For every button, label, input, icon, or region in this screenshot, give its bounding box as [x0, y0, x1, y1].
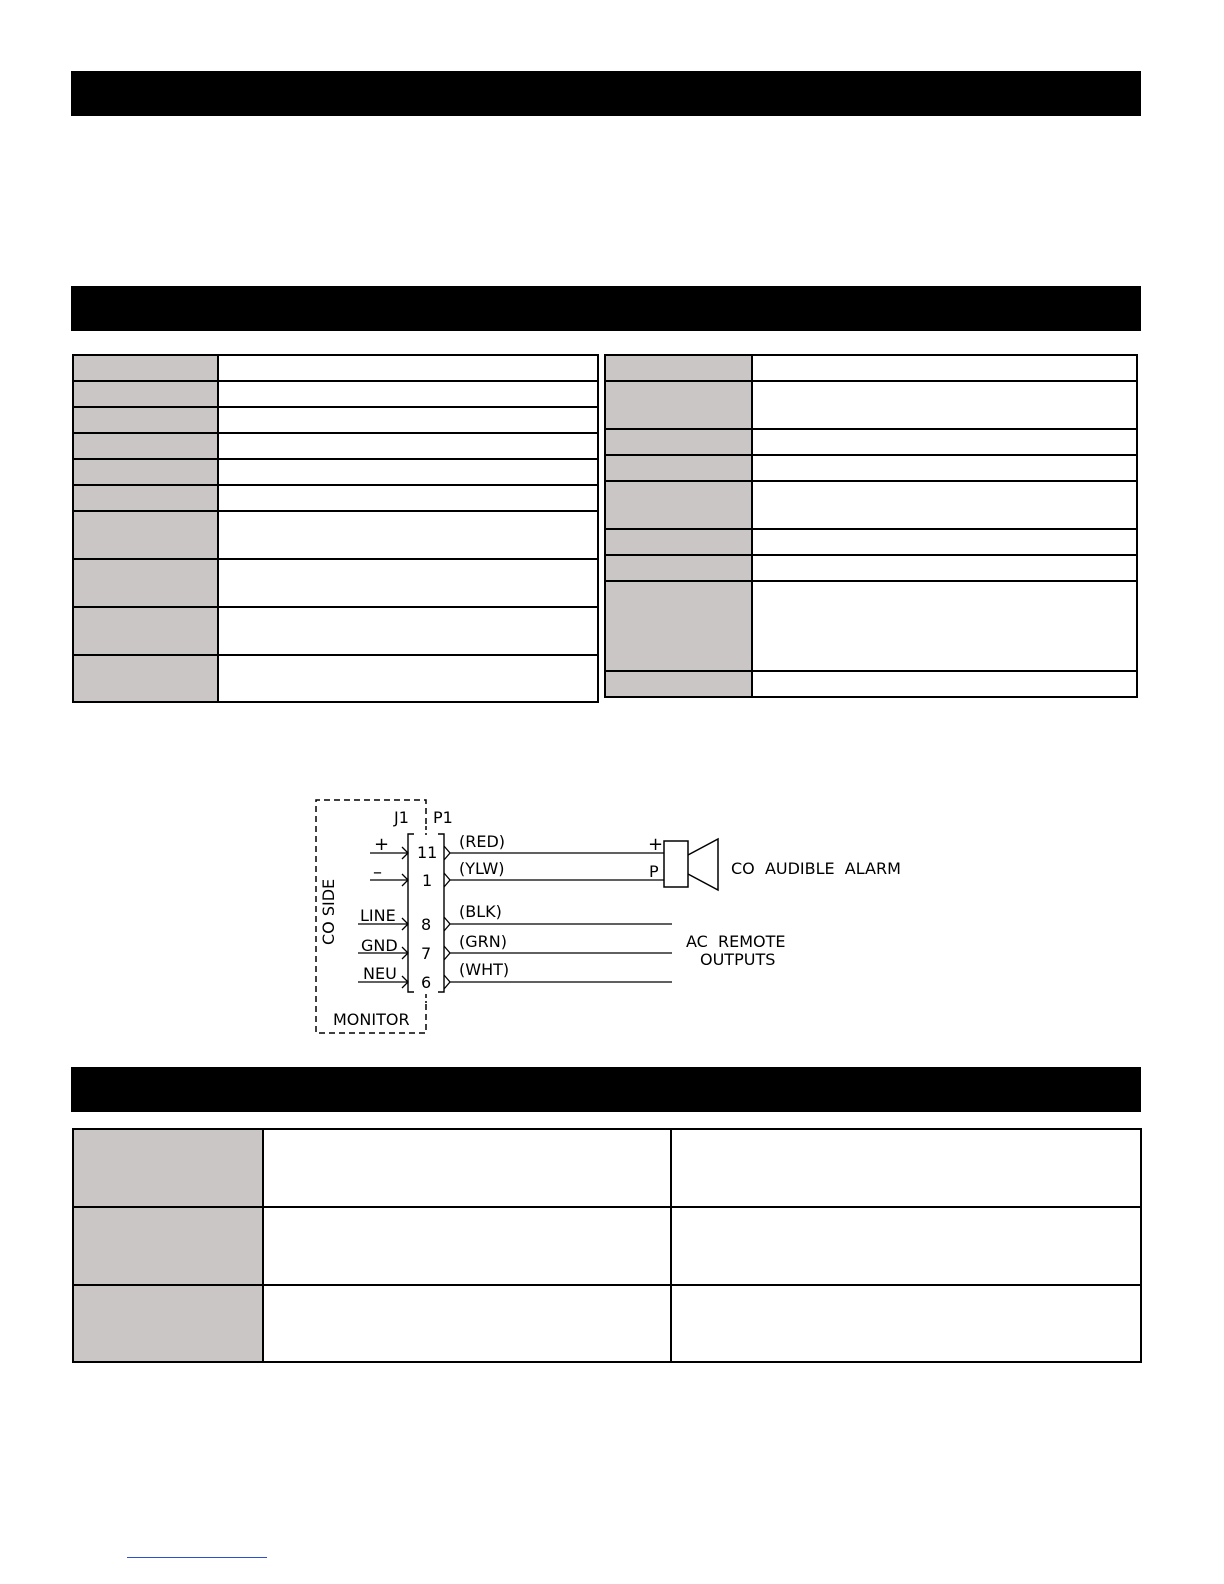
wire-color-label: (WHT)	[459, 960, 510, 979]
table-row	[73, 511, 598, 559]
spec-value-cell	[752, 429, 1137, 455]
table-row	[605, 581, 1137, 671]
section-header-bar-2	[71, 286, 1141, 331]
spec-label-cell	[73, 433, 218, 459]
plug-contact	[444, 946, 450, 960]
table-row	[73, 1207, 1141, 1285]
alarm-label: CO AUDIBLE ALARM	[731, 859, 901, 878]
table-row	[73, 1285, 1141, 1362]
table-row	[73, 607, 598, 655]
spec-label-cell	[73, 607, 218, 655]
spec-label-cell	[73, 459, 218, 485]
pin-row-7	[358, 932, 672, 963]
wire-color-label: (RED)	[459, 832, 506, 851]
spec-value-cell	[218, 559, 598, 607]
wire-color-label: (YLW)	[459, 859, 505, 878]
spec-label-cell	[605, 671, 752, 697]
row-label-cell	[73, 1129, 263, 1207]
spec-label-cell	[73, 485, 218, 511]
plug-contact	[444, 917, 450, 931]
spec-value-cell	[218, 381, 598, 407]
spec-label-cell	[73, 355, 218, 381]
table-row	[605, 671, 1137, 697]
wiring-diagram	[300, 790, 920, 1042]
spec-value-cell	[752, 355, 1137, 381]
spec-label-cell	[73, 381, 218, 407]
spec-value-cell	[218, 355, 598, 381]
spec-value-cell	[218, 511, 598, 559]
spec-label-cell	[605, 555, 752, 581]
signal-label: GND	[361, 936, 398, 955]
bottom-table	[72, 1128, 1142, 1363]
spec-value-cell	[218, 407, 598, 433]
signal-label: –	[373, 862, 382, 883]
plug-contact	[444, 846, 450, 860]
pin-number: 1	[422, 871, 433, 890]
spec-value-cell	[752, 529, 1137, 555]
table-row	[73, 355, 598, 381]
spec-value-cell	[218, 485, 598, 511]
table-row	[73, 485, 598, 511]
pin-row-8	[358, 902, 672, 934]
table-cell	[263, 1285, 671, 1362]
spec-label-cell	[605, 381, 752, 429]
table-row	[605, 429, 1137, 455]
spec-label-cell	[73, 407, 218, 433]
plug-contact	[444, 873, 450, 887]
table-row	[605, 555, 1137, 581]
row-label-cell	[73, 1207, 263, 1285]
plug-bracket	[438, 834, 444, 992]
footer-link-underline	[127, 1557, 267, 1558]
outputs-label-line2: OUTPUTS	[700, 950, 776, 969]
signal-label: NEU	[363, 964, 397, 983]
row-label-cell	[73, 1285, 263, 1362]
spec-label-cell	[605, 429, 752, 455]
table-cell	[671, 1285, 1141, 1362]
table-row	[73, 433, 598, 459]
table-row	[73, 407, 598, 433]
table-row	[73, 655, 598, 702]
alarm-speaker-icon	[664, 839, 718, 890]
pin-number: 7	[421, 944, 432, 963]
table-row	[605, 455, 1137, 481]
alarm-p-label: P	[649, 862, 659, 881]
spec-value-cell	[752, 671, 1137, 697]
specifications-table-left	[72, 354, 599, 703]
outputs-label-line1: AC REMOTE	[686, 932, 786, 951]
spec-value-cell	[752, 581, 1137, 671]
table-cell	[671, 1129, 1141, 1207]
pin-number: 6	[421, 973, 432, 992]
spec-label-cell	[605, 355, 752, 381]
table-row	[73, 559, 598, 607]
table-row	[605, 529, 1137, 555]
spec-label-cell	[605, 529, 752, 555]
pin-number: 8	[421, 915, 432, 934]
spec-label-cell	[605, 455, 752, 481]
table-cell	[263, 1207, 671, 1285]
spec-label-cell	[605, 581, 752, 671]
spec-value-cell	[218, 607, 598, 655]
spec-value-cell	[218, 655, 598, 702]
plug-contact	[444, 975, 450, 989]
specifications-table-right	[604, 354, 1138, 698]
plug-label: P1	[433, 808, 453, 827]
table-row	[73, 1129, 1141, 1207]
spec-label-cell	[605, 481, 752, 529]
monitor-label: MONITOR	[333, 1010, 410, 1029]
section-header-bar-1	[71, 71, 1141, 116]
section-header-bar-3	[71, 1067, 1141, 1112]
co-side-label: CO SIDE	[319, 878, 338, 945]
jack-label: J1	[394, 808, 409, 827]
pin-row-11	[370, 832, 664, 862]
alarm-plus-label: +	[648, 834, 664, 855]
spec-value-cell	[752, 481, 1137, 529]
pin-row-1	[370, 859, 664, 890]
table-row	[73, 381, 598, 407]
table-row	[605, 355, 1137, 381]
table-cell	[263, 1129, 671, 1207]
jack-bracket	[408, 834, 414, 992]
table-row	[605, 481, 1137, 529]
signal-label: +	[374, 834, 390, 855]
spec-label-cell	[73, 559, 218, 607]
wire-color-label: (GRN)	[459, 932, 507, 951]
spec-value-cell	[752, 381, 1137, 429]
signal-label: LINE	[360, 906, 396, 925]
spec-value-cell	[752, 455, 1137, 481]
pin-number: 11	[417, 843, 438, 862]
table-row	[605, 381, 1137, 429]
pin-row-6	[358, 960, 672, 992]
table-row	[73, 459, 598, 485]
wire-color-label: (BLK)	[459, 902, 502, 921]
spec-value-cell	[752, 555, 1137, 581]
spec-value-cell	[218, 459, 598, 485]
spec-value-cell	[218, 433, 598, 459]
spec-label-cell	[73, 655, 218, 702]
table-cell	[671, 1207, 1141, 1285]
spec-label-cell	[73, 511, 218, 559]
